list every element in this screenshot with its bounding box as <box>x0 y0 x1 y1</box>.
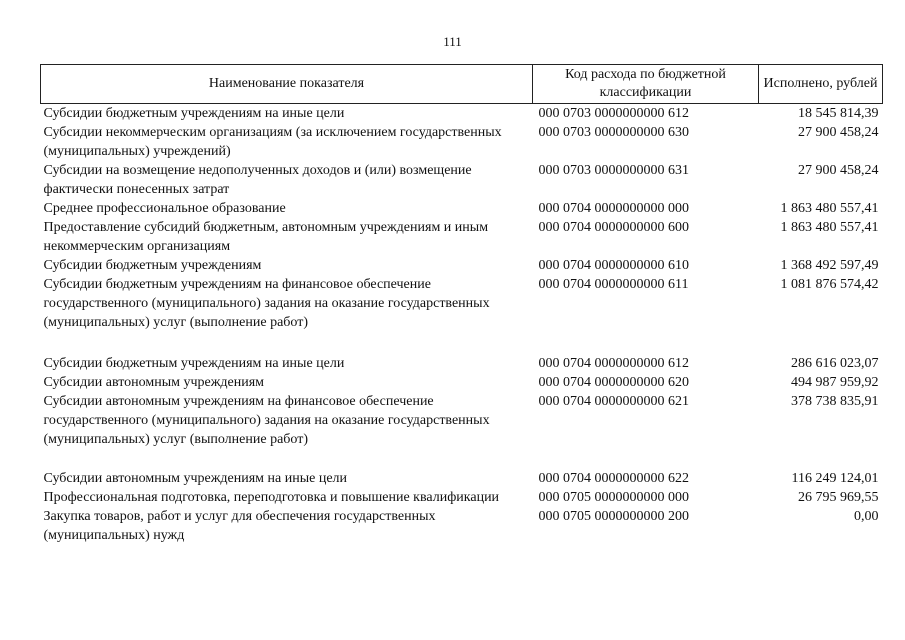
header-executed: Исполнено, рублей <box>759 65 883 104</box>
row-code: 000 0703 0000000000 612 <box>538 106 689 121</box>
row-executed: 1 863 480 557,41 <box>780 201 879 216</box>
row-code: 000 0705 0000000000 000 <box>538 490 689 505</box>
header-budget-code: Код расхода по бюджетной классификации <box>533 65 759 104</box>
row-code: 000 0704 0000000000 600 <box>538 220 689 235</box>
row-code: 000 0704 0000000000 611 <box>538 277 689 292</box>
table-row <box>41 104 883 124</box>
table-row <box>41 161 883 199</box>
table-row <box>41 392 883 449</box>
row-executed: 0,00 <box>854 509 879 524</box>
row-executed: 18 545 814,39 <box>798 106 879 121</box>
row-name: Субсидии на возмещение недополученных доходов и (или) возмещение фактически понесенных затрат <box>43 163 472 197</box>
row-code: 000 0704 0000000000 612 <box>538 356 689 371</box>
budget-execution-table <box>40 64 883 545</box>
row-name: Субсидии автономным учреждениям <box>43 375 265 390</box>
table-row <box>41 256 883 275</box>
row-code: 000 0704 0000000000 620 <box>538 375 689 390</box>
table-row <box>41 354 883 373</box>
table-row <box>41 507 883 545</box>
row-code: 000 0703 0000000000 630 <box>538 125 689 140</box>
row-executed: 494 987 959,92 <box>791 375 879 390</box>
row-code: 000 0704 0000000000 622 <box>538 471 689 486</box>
row-name: Среднее профессиональное образование <box>43 201 286 216</box>
table-row <box>41 123 883 161</box>
table-row <box>41 199 883 218</box>
budget-table-container <box>40 64 882 545</box>
table-header-row <box>41 65 883 104</box>
row-executed: 27 900 458,24 <box>798 125 879 140</box>
row-code: 000 0705 0000000000 200 <box>538 509 689 524</box>
table-row <box>41 275 883 332</box>
row-spacer <box>41 332 883 354</box>
row-executed: 378 738 835,91 <box>791 394 879 409</box>
row-executed: 27 900 458,24 <box>798 163 879 178</box>
row-name: Предоставление субсидий бюджетным, автономным учреждениям и иным некоммерческим организациям <box>43 220 489 254</box>
row-executed: 1 368 492 597,49 <box>780 258 879 273</box>
row-name: Субсидии некоммерческим организациям (за исключением государственных (муниципальных) учреждений) <box>43 125 502 159</box>
table-row <box>41 373 883 392</box>
row-executed: 286 616 023,07 <box>791 356 879 371</box>
row-code: 000 0704 0000000000 621 <box>538 394 689 409</box>
row-name: Субсидии автономным учреждениям на финансовое обеспечение государственного (муниципального) задания на оказание государственных (муниципальных) услуг (выполнение работ) <box>43 394 490 447</box>
table-row <box>41 488 883 507</box>
row-executed: 26 795 969,55 <box>798 490 879 505</box>
row-name: Субсидии автономным учреждениям на иные цели <box>43 471 348 486</box>
row-name: Профессиональная подготовка, переподготовка и повышение квалификации <box>43 490 500 505</box>
row-name: Закупка товаров, работ и услуг для обеспечения государственных (муниципальных) нужд <box>43 509 436 543</box>
row-name: Субсидии бюджетным учреждениям на иные цели <box>43 106 345 121</box>
row-code: 000 0704 0000000000 000 <box>538 201 689 216</box>
row-name: Субсидии бюджетным учреждениям на иные цели <box>43 356 345 371</box>
page-number: 111 <box>443 34 462 49</box>
row-executed: 116 249 124,01 <box>791 471 879 486</box>
table-row <box>41 218 883 256</box>
header-indicator-name: Наименование показателя <box>41 65 533 104</box>
row-executed: 1 081 876 574,42 <box>780 277 879 292</box>
row-spacer <box>41 449 883 469</box>
row-code: 000 0704 0000000000 610 <box>538 258 689 273</box>
table-row <box>41 469 883 488</box>
row-code: 000 0703 0000000000 631 <box>538 163 689 178</box>
row-executed: 1 863 480 557,41 <box>780 220 879 235</box>
row-name: Субсидии бюджетным учреждениям на финансовое обеспечение государственного (муниципального) задания на оказание государственных (муниципальных) услуг (выполнение работ) <box>43 277 490 330</box>
row-name: Субсидии бюджетным учреждениям <box>43 258 262 273</box>
